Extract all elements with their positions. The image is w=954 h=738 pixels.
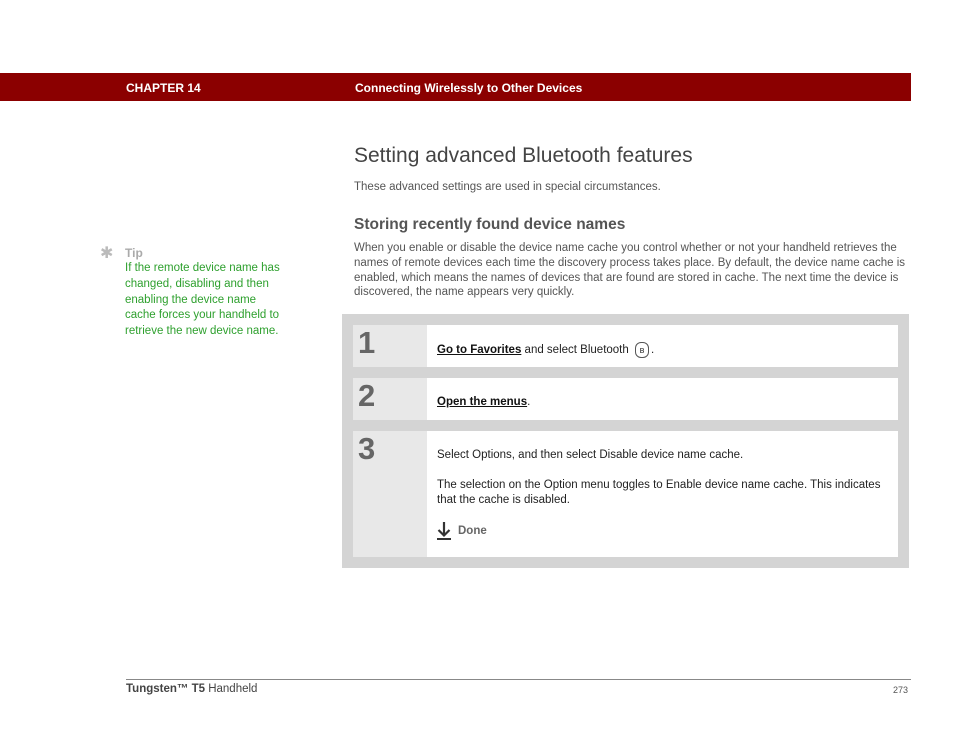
step-2-end: . [527, 396, 531, 408]
step-3-line2: The selection on the Option menu toggles to Enable device name cache. This indicates that the cache is disabled. [437, 479, 881, 506]
chapter-header-bar [0, 73, 911, 101]
section-heading: Storing recently found device names [354, 216, 626, 233]
step-number: 1 [358, 325, 376, 360]
step-1-text-after-link: and select Bluetooth [521, 344, 629, 357]
footer-divider [126, 679, 911, 680]
go-to-favorites-link[interactable]: Go to Favorites [437, 344, 522, 357]
tip-text: If the remote device name has changed, disabling and then enabling the device name cache forces your handheld to retrieve the new device name. [125, 262, 280, 338]
step-1-end: . [650, 344, 655, 357]
step-content [427, 378, 898, 420]
open-the-menus-link[interactable]: Open the menus [437, 396, 528, 408]
step-1-text [437, 342, 654, 358]
step-3 [353, 431, 898, 557]
page-number: 273 [893, 685, 909, 695]
step-number: 3 [358, 431, 376, 466]
body-paragraph: When you enable or disable the device name cache you control whether or not your handheld retrieves the names of remote devices each time the discovery process takes place. By default, the device name cache is enabled, which means the names of devices that are found are stored in cache. The next time the device is discovered, the name appears very quickly. [354, 242, 906, 299]
step-content [427, 325, 898, 367]
done-label: Done [458, 525, 487, 537]
intro-text: These advanced settings are used in special circumstances. [354, 181, 661, 193]
step-2 [353, 378, 898, 420]
chapter-number: CHAPTER 14 [126, 81, 201, 95]
footer-product [126, 683, 257, 695]
step-3-line1: Select Options, and then select Disable device name cache. [437, 449, 744, 461]
footer-product-suffix: Handheld [205, 683, 258, 695]
tip-label: Tip [125, 246, 143, 260]
step-2-text [437, 396, 530, 408]
step-number: 2 [358, 378, 376, 413]
steps-panel [342, 314, 909, 568]
asterisk-icon: ✱ [100, 245, 114, 262]
down-arrow-icon [437, 522, 451, 540]
step-1 [353, 325, 898, 367]
chapter-title: Connecting Wirelessly to Other Devices [355, 81, 583, 95]
bluetooth-icon: ʙ [635, 342, 649, 358]
step-content [427, 431, 898, 557]
footer-product-name: Tungsten™ T5 [126, 683, 206, 695]
page-title: Setting advanced Bluetooth features [354, 144, 693, 167]
